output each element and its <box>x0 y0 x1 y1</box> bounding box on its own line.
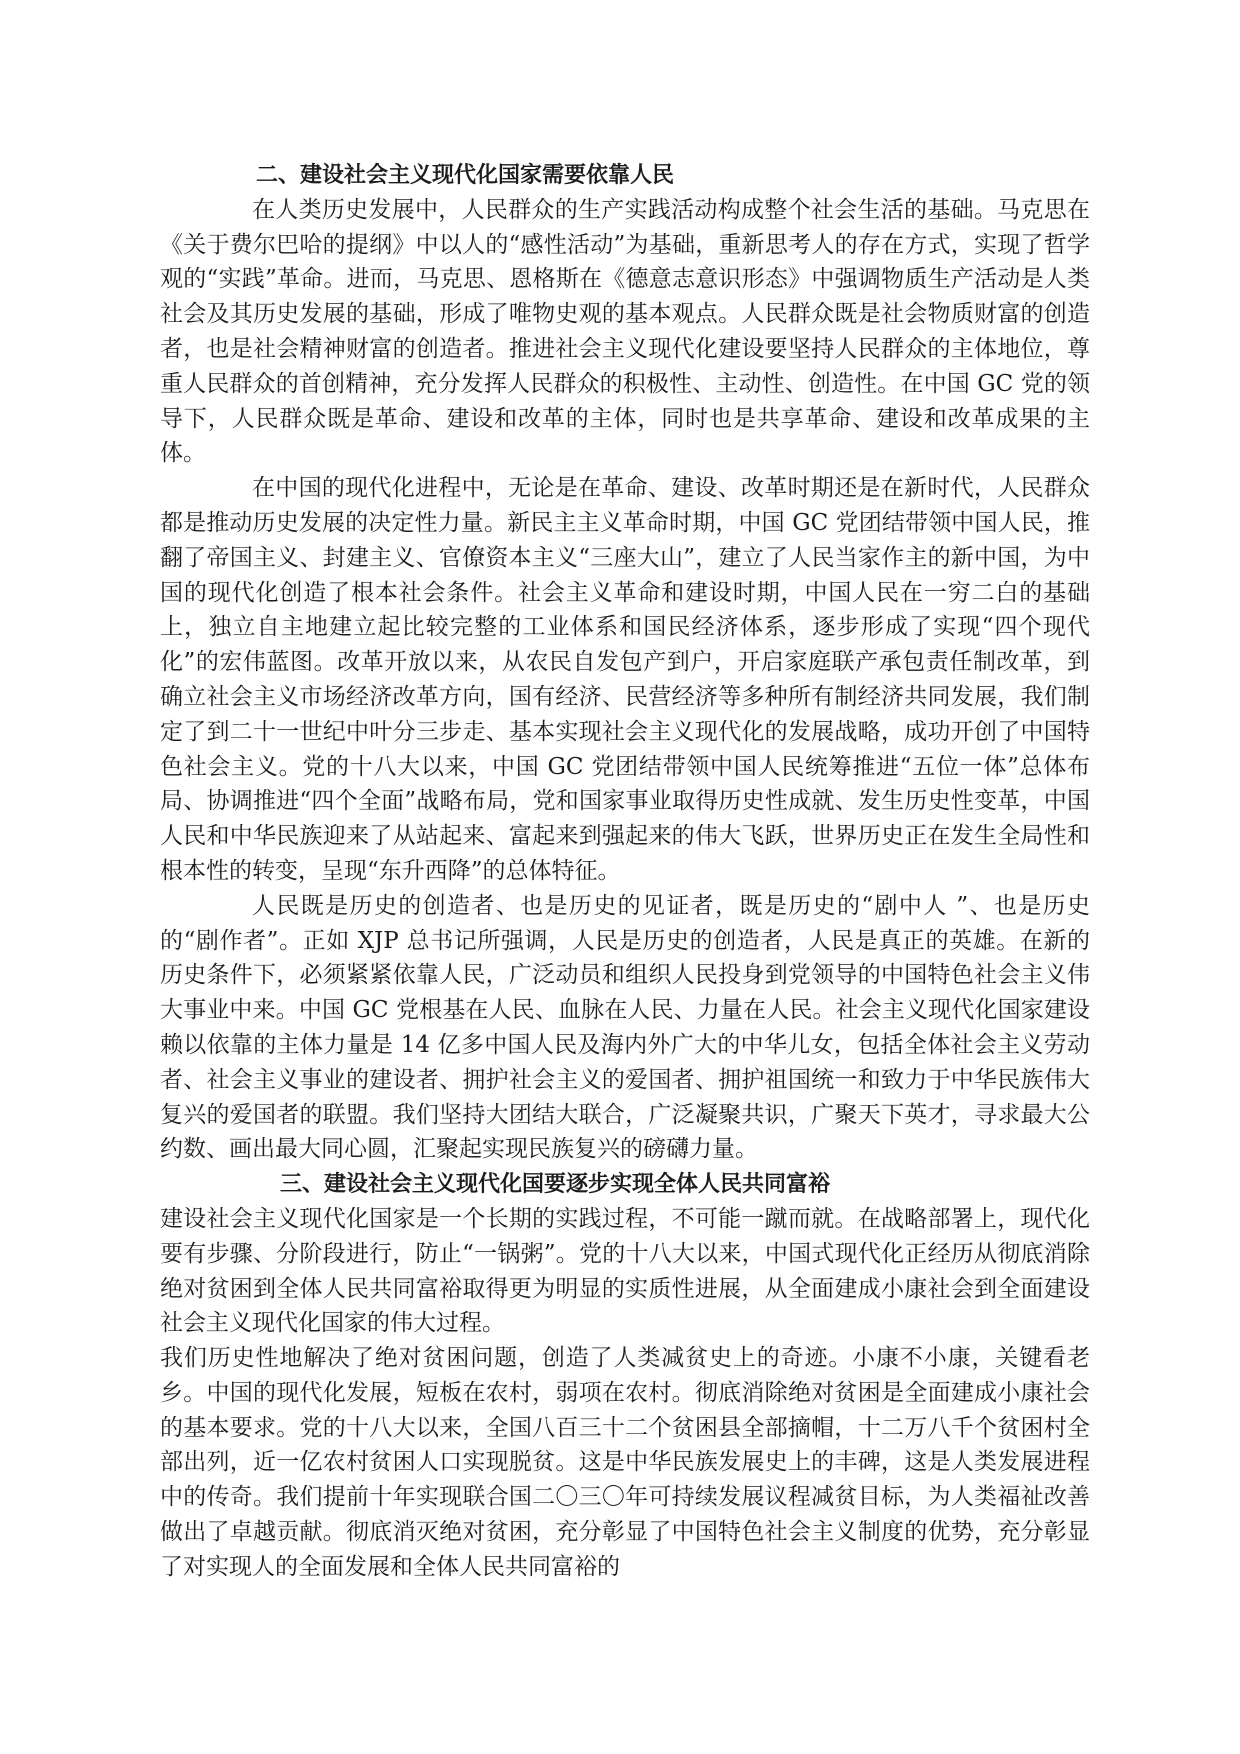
paragraph: 在人类历史发展中，人民群众的生产实践活动构成整个社会生活的基础。马克思在《关于费尔巴哈的提纲》中以人的“感性活动”为基础，重新思考人的存在方式，实现了哲学观的“实践”革命。进而，马克思、恩格斯在《德意志意识形态》中强调物质生产活动是人类社会及其历史发展的基础，形成了唯物史观的基本观点。人民群众既是社会物质财富的创造者，也是社会精神财富的创造者。推进社会主义现代化建设要坚持人民群众的主体地位，尊重人民群众的首创精神，充分发挥人民群众的积极性、主动性、创造性。在中国 GC 党的领导下，人民群众既是革命、建设和改革的主体，同时也是共享革命、建设和改革成果的主体。 <box>160 196 1090 467</box>
document-page <box>160 158 1090 1585</box>
paragraph: 人民既是历史的创造者、也是历史的见证者，既是历史的“剧中人 ”、也是历史的“剧作者”。正如 XJP 总书记所强调，人民是历史的创造者，人民是真正的英雄。在新的历史条件下，必须紧紧依靠人民，广泛动员和组织人民投身到党领导的中国特色社会主义伟大事业中来。中国 GC 党根基在人民、血脉在人民、力量在人民。社会主义现代化国家建设赖以依靠的主体力量是 14 亿多中国人民及海内外广大的中华儿女，包括全体社会主义劳动者、社会主义事业的建设者、拥护社会主义的爱国者、拥护祖国统一和致力于中华民族伟大复兴的爱国者的联盟。我们坚持大团结大联合，广泛凝聚共识，广聚天下英才，寻求最大公约数、画出最大同心圆，汇聚起实现民族复兴的磅礴力量。 <box>160 892 1090 1163</box>
section-heading: 二、建设社会主义现代化国家需要依靠人民 <box>256 162 675 188</box>
paragraph: 在中国的现代化进程中，无论是在革命、建设、改革时期还是在新时代，人民群众都是推动历史发展的决定性力量。新民主主义革命时期，中国 GC 党团结带领中国人民，推翻了帝国主义、封建主义、官僚资本主义“三座大山”，建立了人民当家作主的新中国，为中国的现代化创造了根本社会条件。社会主义革命和建设时期，中国人民在一穷二白的基础上，独立自主地建立起比较完整的工业体系和国民经济体系，逐步形成了实现“四个现代化”的宏伟蓝图。改革开放以来，从农民自发包产到户，开启家庭联产承包责任制改革，到确立社会主义市场经济改革方向，国有经济、民营经济等多种所有制经济共同发展，我们制定了到二十一世纪中叶分三步走、基本实现社会主义现代化的发展战略，成功开创了中国特色社会主义。党的十八大以来，中国 GC 党团结带领中国人民统筹推进“五位一体”总体布局、协调推进“四个全面”战略布局，党和国家事业取得历史性成就、发生历史性变革，中国人民和中华民族迎来了从站起来、富起来到强起来的伟大飞跃，世界历史正在发生全局性和根本性的转变，呈现“东升西降”的总体特征。 <box>160 475 1090 884</box>
paragraph: 建设社会主义现代化国家是一个长期的实践过程，不可能一蹴而就。在战略部署上，现代化要有步骤、分阶段进行，防止“一锅粥”。党的十八大以来，中国式现代化正经历从彻底消除绝对贫困到全体人民共同富裕取得更为明显的实质性进展，从全面建成小康社会到全面建设社会主义现代化国家的伟大过程。 <box>160 1205 1090 1337</box>
paragraph: 我们历史性地解决了绝对贫困问题，创造了人类减贫史上的奇迹。小康不小康，关键看老乡。中国的现代化发展，短板在农村，弱项在农村。彻底消除绝对贫困是全面建成小康社会的基本要求。党的十八大以来，全国八百三十二个贫困县全部摘帽，十二万八千个贫困村全部出列，近一亿农村贫困人口实现脱贫。这是中华民族发展史上的丰碑，这是人类发展进程中的传奇。我们提前十年实现联合国二〇三〇年可持续发展议程减贫目标，为人类福祉改善做出了卓越贡献。彻底消灭绝对贫困，充分彰显了中国特色社会主义制度的优势，充分彰显了对实现人的全面发展和全体人民共同富裕的 <box>160 1345 1090 1580</box>
section-heading: 三、建设社会主义现代化国要逐步实现全体人民共同富裕 <box>280 1171 831 1198</box>
